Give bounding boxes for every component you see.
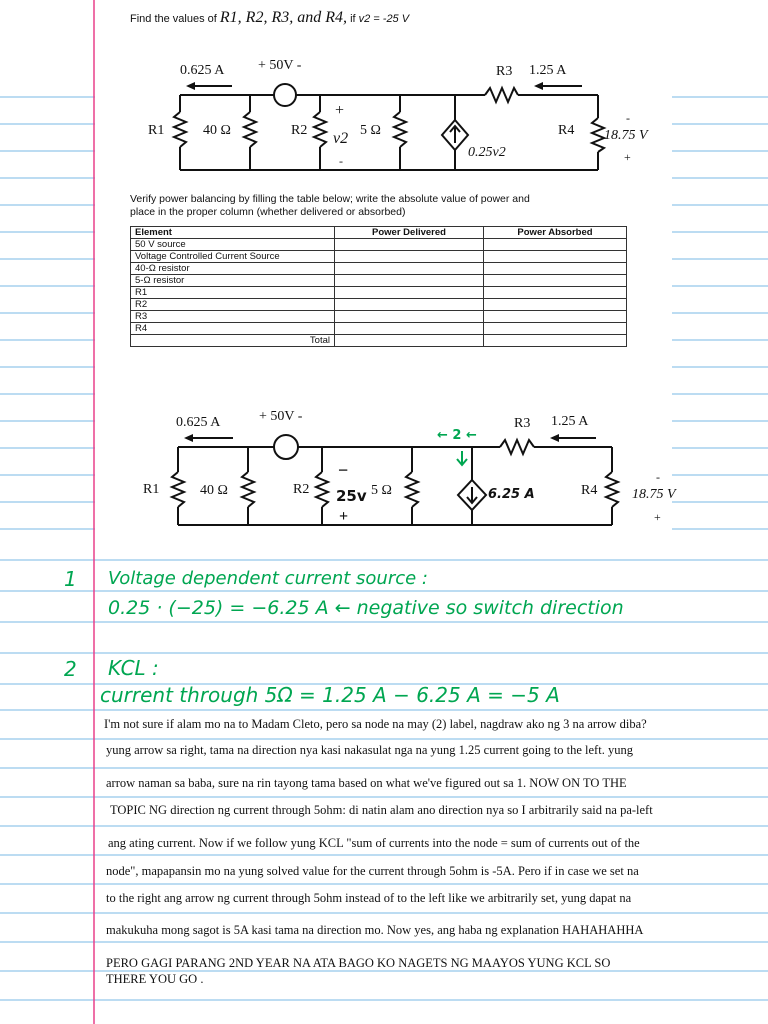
top-v2-minus: - — [339, 154, 343, 168]
title-if: if — [350, 13, 356, 25]
bottom-v-plus: + — [339, 508, 349, 525]
row-label: R3 — [131, 311, 335, 323]
absorbed-cell[interactable] — [484, 239, 627, 251]
arrow-left-bottom — [184, 434, 193, 442]
total-label: Total — [131, 335, 335, 347]
power-table — [130, 226, 627, 347]
row-label: 5-Ω resistor — [131, 275, 335, 287]
table-total-row — [131, 335, 627, 347]
top-current-left: 0.625 A — [180, 63, 225, 78]
row-label: R4 — [131, 323, 335, 335]
explanation-line: I'm not sure if alam mo na to Madam Cleto, pero sa node na may (2) label, nagdraw ako ng 3 na arrow diba? — [104, 717, 647, 731]
top-r4-plus: + — [624, 150, 631, 164]
title-vars: R1, R2, R3, and R4, — [219, 9, 347, 26]
top-r4: R4 — [558, 123, 575, 138]
delivered-cell[interactable] — [335, 323, 484, 335]
delivered-cell[interactable] — [335, 287, 484, 299]
delivered-cell[interactable] — [335, 251, 484, 263]
top-current-right: 1.25 A — [529, 63, 567, 78]
top-r40: 40 Ω — [203, 123, 231, 138]
explanation-line: yung arrow sa right, tama na direction nya kasi nakasulat nga na yung 1.25 current going to the left. yung — [106, 743, 633, 757]
row-label: 50 V source — [131, 239, 335, 251]
verify-line-2: place in the proper column (whether delivered or absorbed) — [130, 206, 406, 218]
arrow-right-top — [534, 82, 543, 90]
table-row — [131, 311, 627, 323]
step-1-equation: 0.25 · (−25) = −6.25 A ← negative so switch direction — [108, 597, 624, 619]
bottom-v-value: 25v — [336, 487, 367, 505]
row-label: 40-Ω resistor — [131, 263, 335, 275]
header-element: Element — [131, 227, 335, 239]
node-2-label: ← 2 ← — [437, 428, 477, 443]
problem-title — [130, 9, 409, 27]
bottom-r4-plus: + — [654, 510, 661, 524]
delivered-cell[interactable] — [335, 275, 484, 287]
step-2-equation: current through 5Ω = 1.25 A − 6.25 A = −5 A — [100, 683, 560, 707]
table-row — [131, 239, 627, 251]
delivered-cell[interactable] — [335, 311, 484, 323]
table-row — [131, 251, 627, 263]
absorbed-total[interactable] — [484, 335, 627, 347]
top-source-label: + 50V - — [258, 58, 302, 73]
header-delivered: Power Delivered — [335, 227, 484, 239]
step-2-number: 2 — [64, 657, 77, 681]
header-absorbed: Power Absorbed — [484, 227, 627, 239]
step-1-title: Voltage dependent current source : — [108, 568, 429, 589]
delivered-cell[interactable] — [335, 299, 484, 311]
top-r2: R2 — [291, 123, 308, 138]
bottom-r2: R2 — [293, 482, 310, 497]
absorbed-cell[interactable] — [484, 311, 627, 323]
top-r1: R1 — [148, 123, 165, 138]
row-label: R2 — [131, 299, 335, 311]
explanation-line: node", mapapansin mo na yung solved value for the current through 5ohm is -5A. Pero if in case we set na — [106, 864, 639, 878]
explanation-line: ang ating current. Now if we follow yung KCL "sum of currents into the node = sum of currents out of the — [108, 836, 640, 850]
bottom-current-left: 0.625 A — [176, 415, 221, 430]
absorbed-cell[interactable] — [484, 287, 627, 299]
explanation-line: PERO GAGI PARANG 2ND YEAR NA ATA BAGO KO NAGETS NG MAAYOS YUNG KCL SO — [106, 956, 611, 970]
top-r3: R3 — [496, 64, 513, 79]
bottom-r4: R4 — [581, 483, 598, 498]
explanation-line: THERE YOU GO . — [106, 972, 204, 986]
absorbed-cell[interactable] — [484, 299, 627, 311]
bottom-r1: R1 — [143, 482, 160, 497]
absorbed-cell[interactable] — [484, 251, 627, 263]
table-row — [131, 263, 627, 275]
table-row — [131, 287, 627, 299]
bottom-ccs-value: 6.25 A — [488, 487, 535, 502]
bottom-r4-voltage: 18.75 V — [632, 487, 676, 502]
table-row — [131, 299, 627, 311]
verify-line-1: Verify power balancing by filling the table below; write the absolute value of power and — [130, 193, 530, 205]
top-r4-minus: - — [626, 111, 630, 125]
step-1-number: 1 — [64, 567, 77, 591]
delivered-cell[interactable] — [335, 263, 484, 275]
bottom-r4-minus: - — [656, 470, 660, 484]
explanation-line: makukuha mong sagot is 5A kasi tama na direction mo. Now yes, ang haba ng explanation HAHAHAHHA — [106, 923, 644, 937]
bottom-source-label: + 50V - — [259, 409, 303, 424]
table-row — [131, 275, 627, 287]
table-header-row — [131, 227, 627, 239]
table-row — [131, 323, 627, 335]
green-down-arrow — [457, 451, 467, 465]
top-v2-plus: + — [335, 102, 345, 119]
bottom-v-minus: − — [338, 460, 349, 480]
row-label: R1 — [131, 287, 335, 299]
absorbed-cell[interactable] — [484, 275, 627, 287]
bottom-current-right: 1.25 A — [551, 414, 589, 429]
circuit-bottom — [172, 435, 618, 525]
bottom-r5: 5 Ω — [371, 483, 392, 498]
verify-instructions — [130, 193, 530, 219]
arrow-right-bottom — [550, 434, 559, 442]
explanation-line: to the right ang arrow ng current through 5ohm instead of to the left like we arbitrarily set, yung dapat na — [106, 891, 632, 905]
top-r4-voltage: 18.75 V — [604, 128, 648, 143]
row-label: Voltage Controlled Current Source — [131, 251, 335, 263]
top-ccs-label: 0.25v2 — [468, 145, 506, 160]
title-condition: v2 = -25 V — [358, 13, 410, 25]
title-prefix: Find the values of — [130, 13, 217, 25]
delivered-total[interactable] — [335, 335, 484, 347]
bottom-r3: R3 — [514, 416, 531, 431]
absorbed-cell[interactable] — [484, 323, 627, 335]
absorbed-cell[interactable] — [484, 263, 627, 275]
arrow-left-top — [186, 82, 195, 90]
bottom-r40: 40 Ω — [200, 483, 228, 498]
circuit-top — [174, 84, 604, 170]
explanation-line: arrow naman sa baba, sure na rin tayong tama based on what we've figured out sa 1. NOW ON TO THE — [106, 776, 627, 790]
delivered-cell[interactable] — [335, 239, 484, 251]
explanation-line: TOPIC NG direction ng current through 5ohm: di natin alam ano direction nya so I arbitrarily said na pa-left — [110, 803, 653, 817]
top-r5: 5 Ω — [360, 123, 381, 138]
top-v2: v2 — [333, 130, 349, 147]
step-2-title: KCL : — [108, 656, 159, 680]
